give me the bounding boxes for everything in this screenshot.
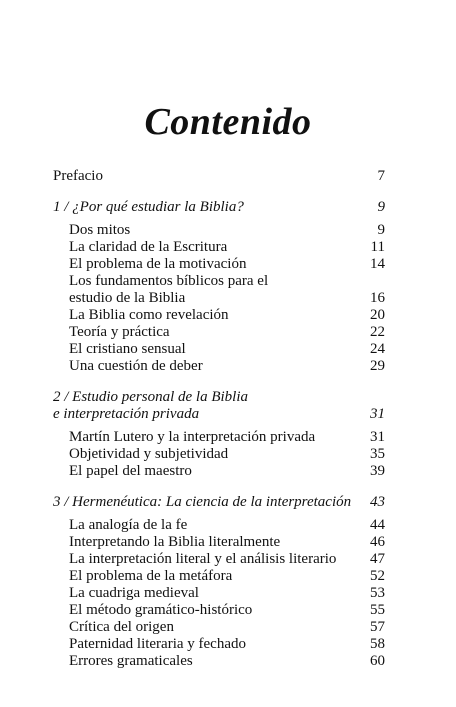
toc-entry <box>53 290 385 307</box>
toc-chapter-title: 2 / Estudio personal de la Biblia <box>53 389 248 405</box>
toc-preface-label: Prefacio <box>53 168 103 184</box>
toc-entry-label: El método gramático-histórico <box>69 602 253 618</box>
toc-entry-label: La Biblia como revelación <box>69 307 229 323</box>
toc-chapter-title: 1 / ¿Por qué estudiar la Biblia? <box>53 199 244 215</box>
toc-entry-label: El cristiano sensual <box>69 341 186 357</box>
toc-entry <box>53 653 385 670</box>
toc-entries <box>53 222 385 375</box>
toc-entry-page: 47 <box>370 551 385 567</box>
toc-chapter-page: 31 <box>370 406 385 422</box>
toc-entry-label: La interpretación literal y el análisis literario <box>69 551 337 567</box>
toc-entry <box>53 463 385 480</box>
toc-entry-label: El papel del maestro <box>69 463 192 479</box>
toc-entry <box>53 619 385 636</box>
toc-preface <box>53 168 385 185</box>
toc-entry-page: 55 <box>370 602 385 618</box>
toc-entry-label: El problema de la metáfora <box>69 568 233 584</box>
toc-entry-label: Objetividad y subjetividad <box>69 446 229 462</box>
toc-entry <box>53 446 385 463</box>
toc-entry-page: 53 <box>370 585 385 601</box>
toc-entry <box>53 341 385 358</box>
toc-chapter-page: 43 <box>370 494 385 510</box>
toc-chapter-title: e interpretación privada <box>53 406 200 422</box>
toc-chapter-page: 9 <box>377 199 385 215</box>
toc-entry <box>53 602 385 619</box>
toc-entries <box>53 517 385 670</box>
toc-chapter-title-row <box>53 389 385 406</box>
table-of-contents <box>53 168 385 670</box>
toc-entry-page: 22 <box>370 324 385 340</box>
toc-entry <box>53 551 385 568</box>
toc-entry-label: estudio de la Biblia <box>69 290 186 306</box>
toc-entry-label: La cuadriga medieval <box>69 585 199 601</box>
toc-entry <box>53 273 385 290</box>
toc-entry <box>53 358 385 375</box>
toc-entry-label: Teoría y práctica <box>69 324 170 340</box>
toc-chapter-2 <box>53 389 385 480</box>
toc-chapters <box>53 199 385 670</box>
toc-entry <box>53 534 385 551</box>
toc-entry-page: 14 <box>370 256 385 272</box>
toc-entry <box>53 324 385 341</box>
toc-entry-label: La analogía de la fe <box>69 517 188 533</box>
toc-chapter-title-row <box>53 406 385 423</box>
toc-entry-label: La claridad de la Escritura <box>69 239 228 255</box>
toc-entry-page: 39 <box>370 463 385 479</box>
toc-entry <box>53 239 385 256</box>
toc-entry-page: 44 <box>370 517 385 533</box>
toc-entry-page: 31 <box>370 429 385 445</box>
toc-entry-label: El problema de la motivación <box>69 256 247 272</box>
toc-entry-label: Interpretando la Biblia literalmente <box>69 534 281 550</box>
toc-entries <box>53 429 385 480</box>
toc-entry-page: 20 <box>370 307 385 323</box>
toc-entry-label: Crítica del origen <box>69 619 174 635</box>
toc-entry <box>53 307 385 324</box>
toc-entry-page: 9 <box>377 222 385 238</box>
toc-entry <box>53 256 385 273</box>
toc-entry-page: 58 <box>370 636 385 652</box>
toc-entry-page: 24 <box>370 341 385 357</box>
toc-preface-page: 7 <box>377 168 385 184</box>
toc-entry-page: 60 <box>370 653 385 669</box>
toc-chapter-title-row <box>53 494 385 511</box>
toc-entry-page: 46 <box>370 534 385 550</box>
toc-entry <box>53 636 385 653</box>
toc-entry-page: 29 <box>370 358 385 374</box>
toc-entry <box>53 429 385 446</box>
toc-entry-label: Los fundamentos bíblicos para el <box>69 273 269 289</box>
toc-entry-page: 16 <box>370 290 385 306</box>
toc-entry <box>53 568 385 585</box>
toc-entry <box>53 585 385 602</box>
toc-entry-page: 11 <box>370 239 385 255</box>
toc-entry-label: Errores gramaticales <box>69 653 193 669</box>
page-title: Contenido <box>144 101 312 143</box>
toc-entry <box>53 222 385 239</box>
toc-entry <box>53 517 385 534</box>
toc-entry-page: 57 <box>370 619 385 635</box>
toc-entry-label: Martín Lutero y la interpretación privada <box>69 429 316 445</box>
toc-entry-page: 52 <box>370 568 385 584</box>
toc-entry-label: Una cuestión de deber <box>69 358 203 374</box>
toc-chapter-title-row <box>53 199 385 216</box>
toc-entry-page: 35 <box>370 446 385 462</box>
toc-chapter-3 <box>53 494 385 670</box>
toc-entry-label: Paternidad literaria y fechado <box>69 636 246 652</box>
toc-chapter-title: 3 / Hermenéutica: La ciencia de la interpretación <box>53 494 352 510</box>
toc-entry-label: Dos mitos <box>69 222 131 238</box>
toc-chapter-1 <box>53 199 385 375</box>
